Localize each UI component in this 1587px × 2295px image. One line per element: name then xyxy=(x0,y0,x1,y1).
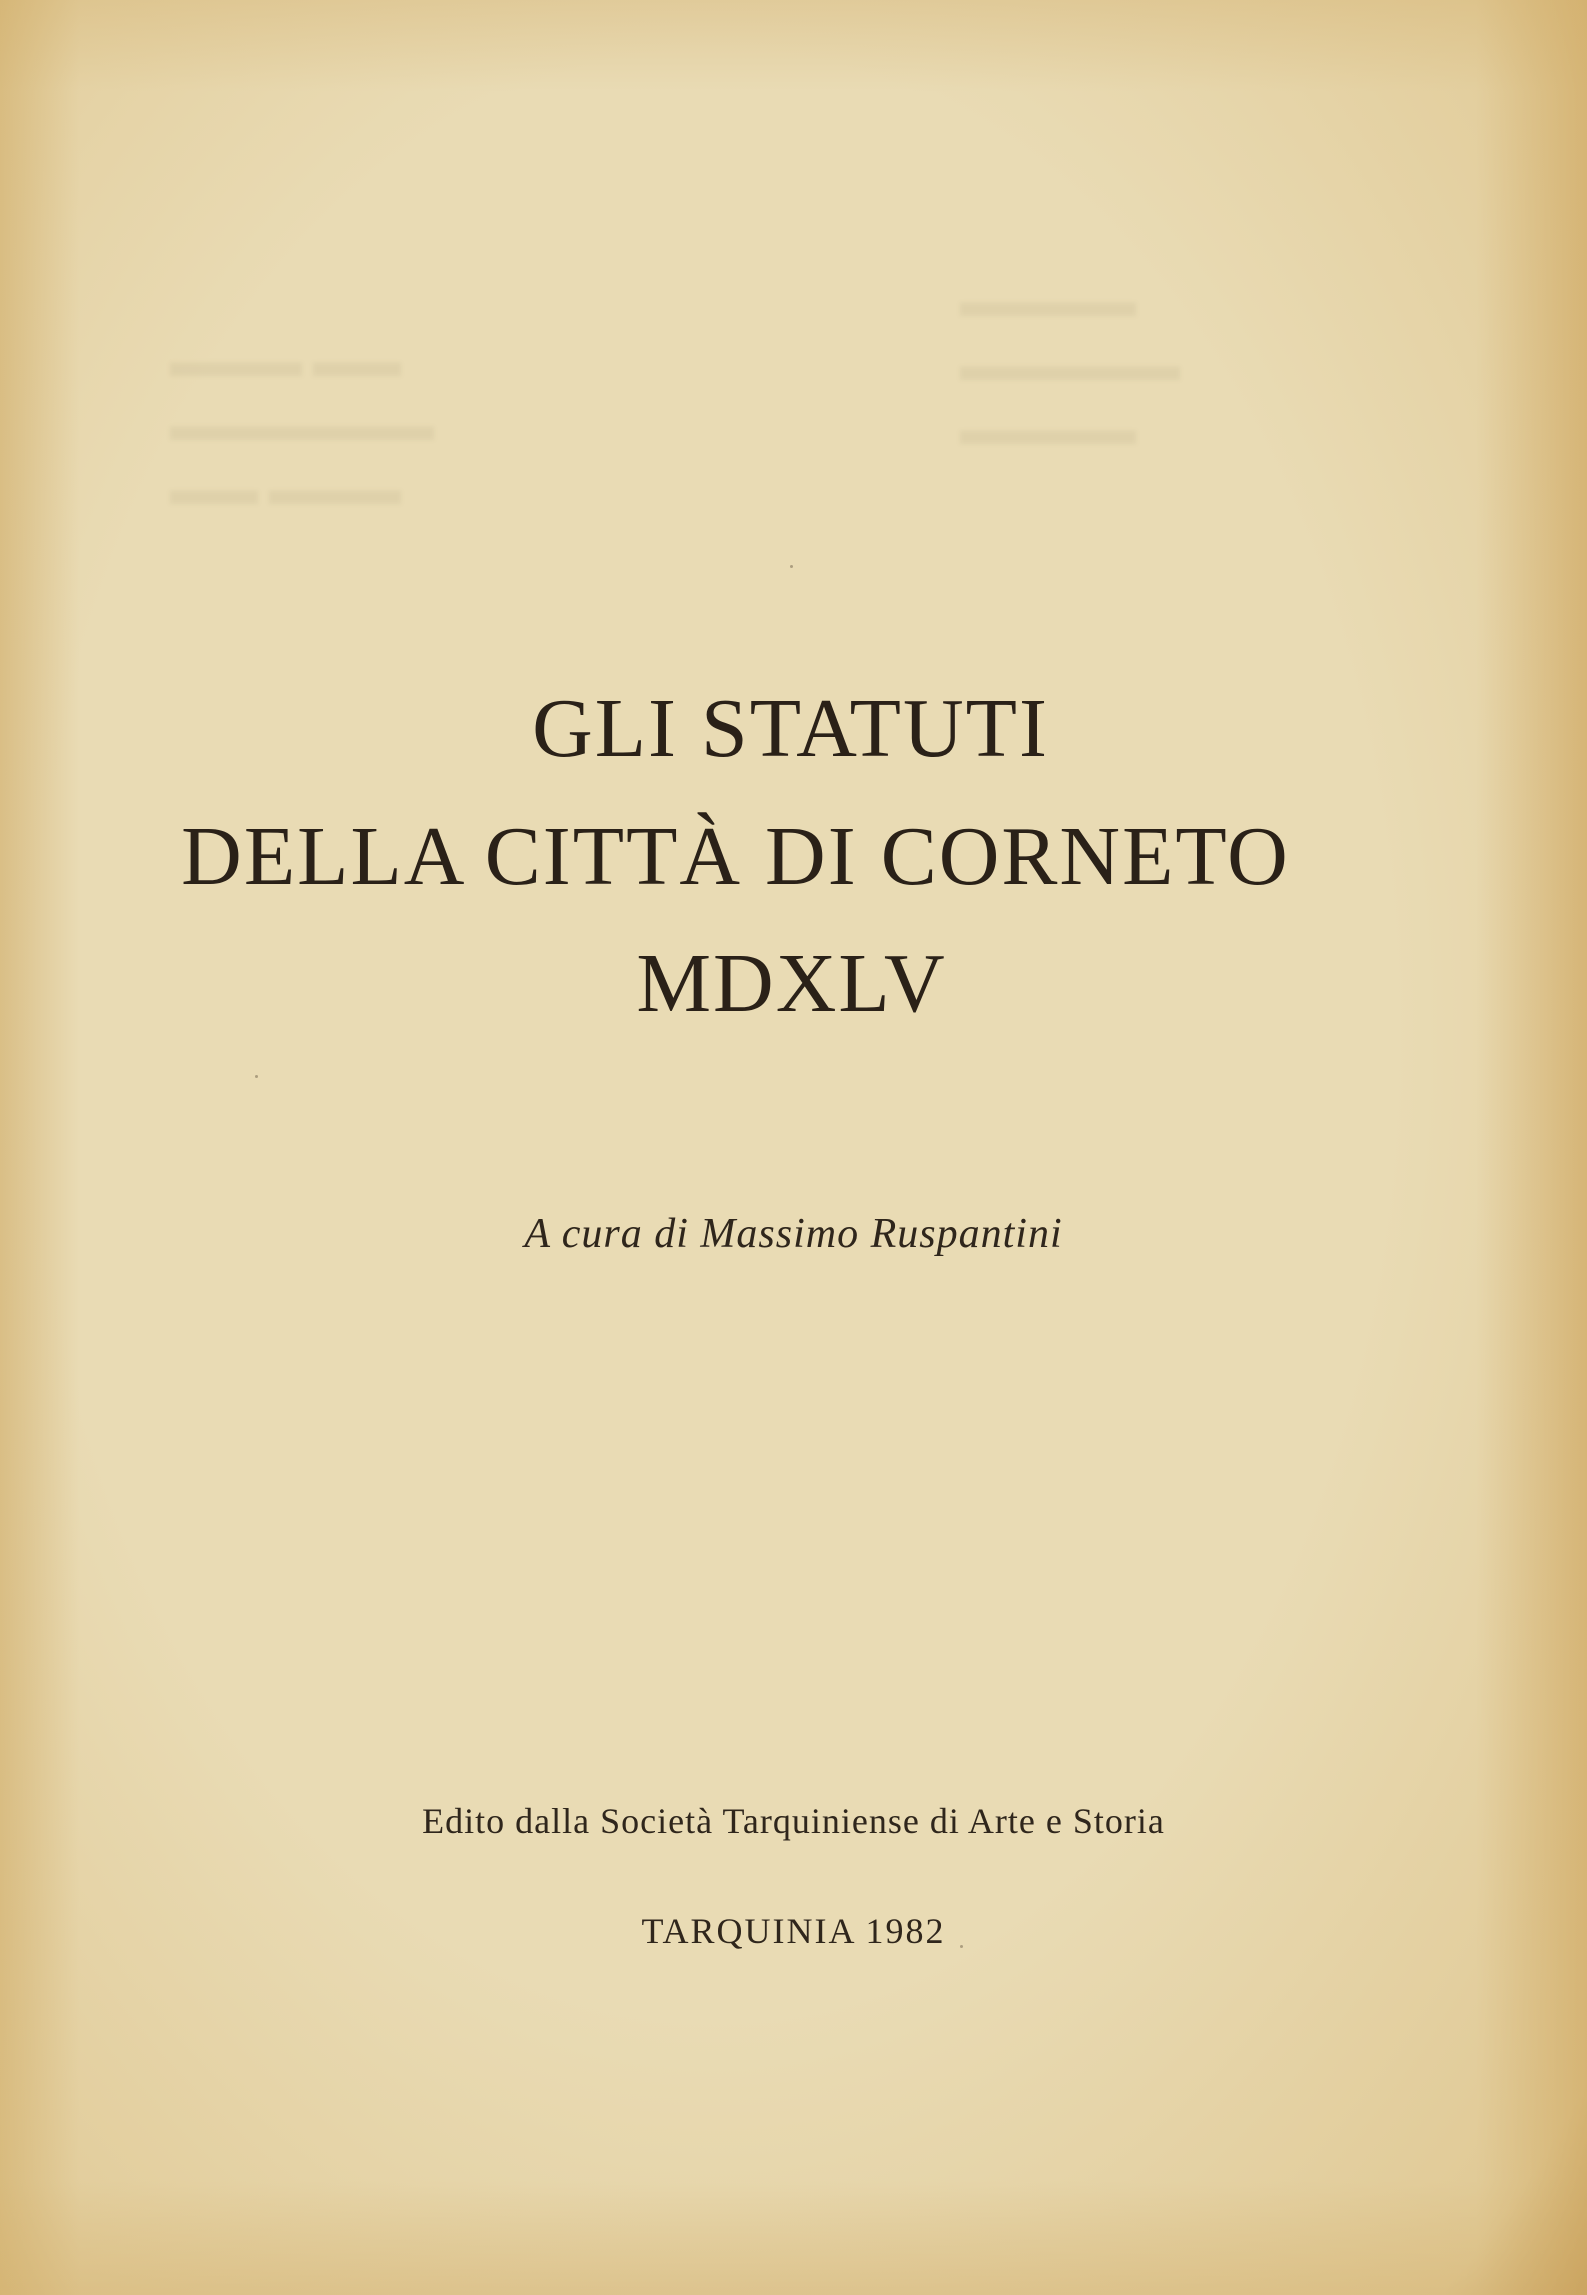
bleed-through-text: ▬▬▬ ▬▬ ▬▬▬▬▬▬ ▬▬ ▬▬▬ xyxy=(170,337,434,514)
editor-credit: A cura di Massimo Ruspantini xyxy=(524,1211,1063,1257)
publisher-line: Edito dalla Società Tarquiniense di Arte e Storia xyxy=(422,1801,1165,1841)
paper-speck xyxy=(255,1075,258,1078)
title-line-3: MDXLV xyxy=(636,937,947,1030)
paper-speck xyxy=(790,565,793,568)
title-line-2: DELLA CITTÀ DI CORNETO xyxy=(181,810,1290,903)
title-line-1: GLI STATUTI xyxy=(532,682,1049,775)
bleed-through-text: ▬▬▬▬ ▬▬▬▬▬ ▬▬▬▬ xyxy=(960,277,1180,454)
place-year: TARQUINIA 1982 xyxy=(641,1911,946,1951)
